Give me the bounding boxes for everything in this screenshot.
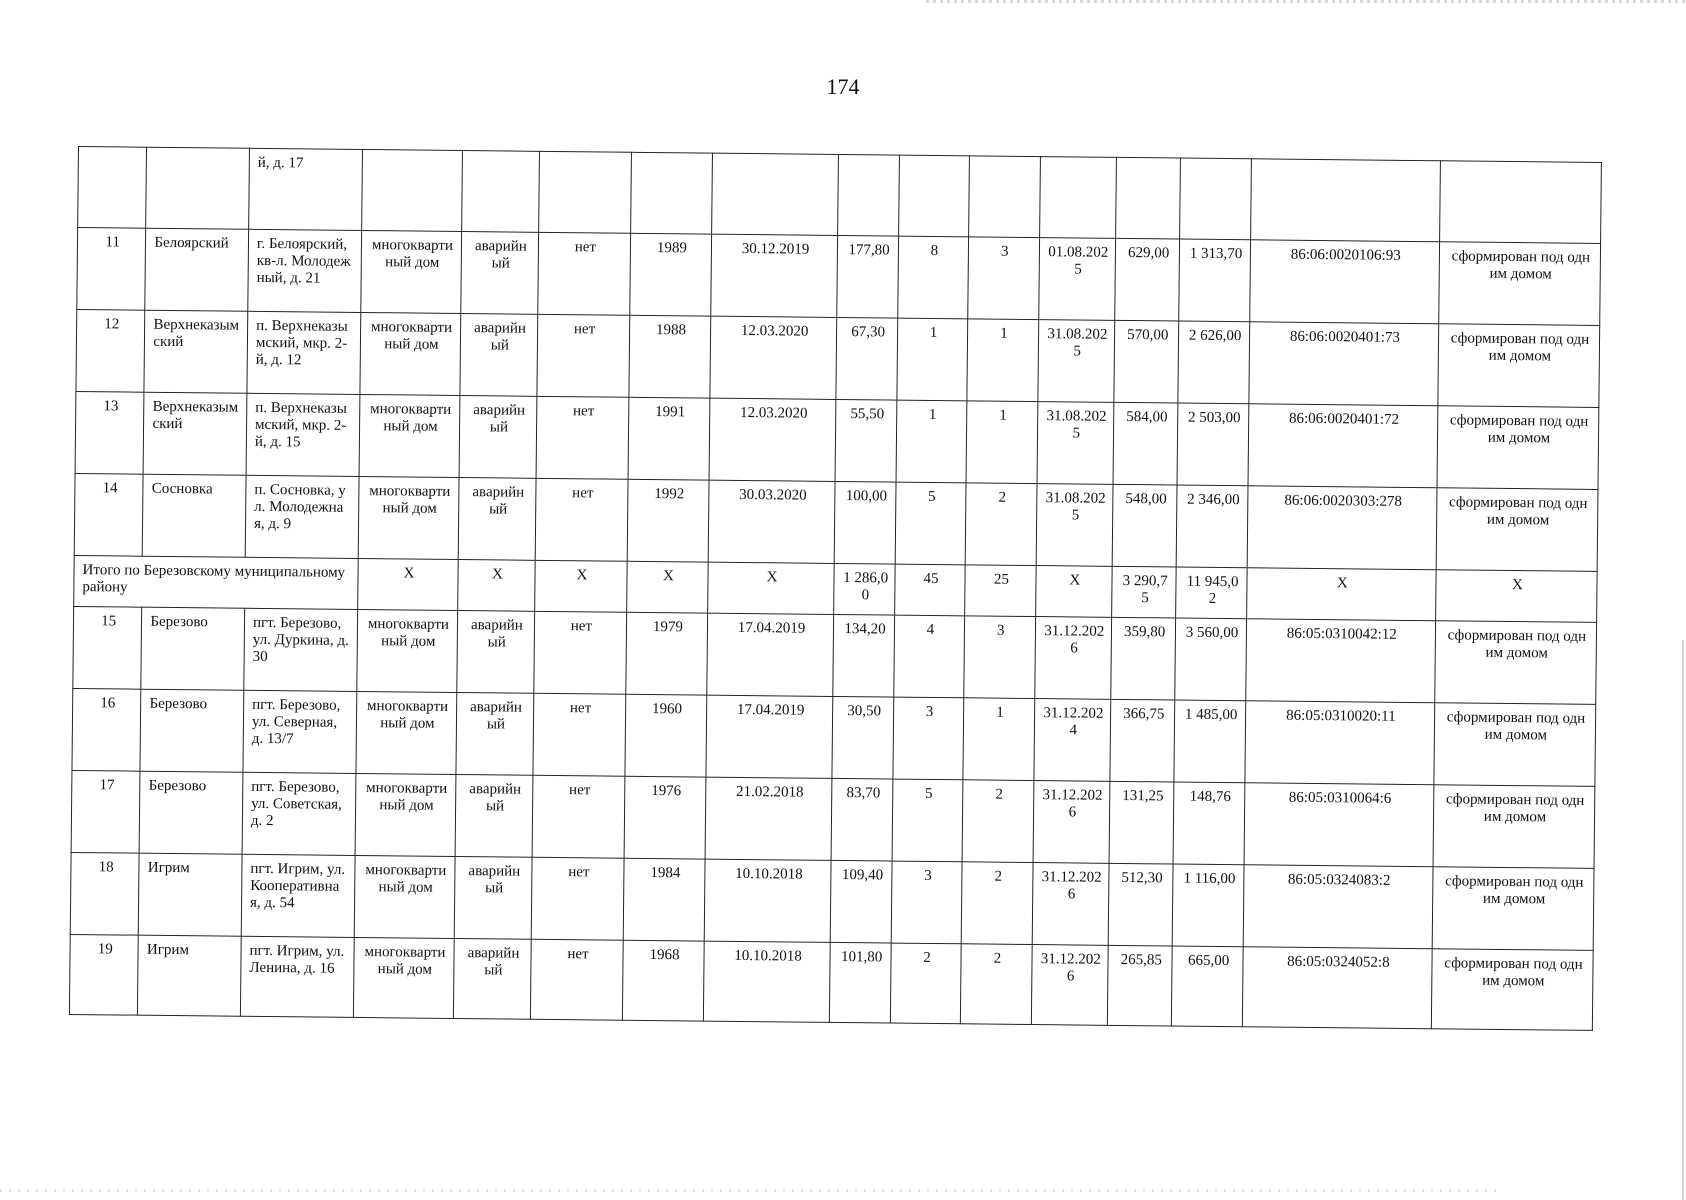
cell-dem-area: 570,00: [1114, 320, 1179, 403]
cell-cost: 665,00: [1172, 946, 1243, 1027]
cell-people: 5: [892, 779, 963, 862]
cell-status: аварийный: [456, 692, 533, 775]
cell-type: многоквартиный дом: [359, 394, 460, 477]
cell-deadline: 31.12.2026: [1034, 617, 1111, 700]
cell-settlement: Березово: [141, 607, 244, 690]
cell-address: пгт. Березово, ул. Советская, д. 2: [242, 772, 356, 855]
total-cell-status: Х: [458, 560, 535, 612]
cell-cost: 148,76: [1173, 782, 1244, 865]
table-row: [76, 309, 1600, 407]
table-row: [77, 228, 1601, 326]
cell-cost: 1 116,00: [1173, 864, 1244, 947]
cell-type: многоквартиный дом: [353, 937, 454, 1018]
cell-families: 1: [966, 401, 1037, 484]
cell-type: многоквартиный дом: [356, 609, 457, 692]
cell-status: аварийный: [455, 774, 532, 857]
cell-status: аварийный: [458, 478, 535, 561]
cell-num: 13: [75, 391, 144, 474]
cell-cadastral: 86:06:0020303:278: [1247, 486, 1437, 570]
table-row: [74, 473, 1598, 571]
cell-included: нет: [533, 693, 626, 776]
cell-empty: [838, 154, 899, 236]
total-cell-year: Х: [627, 561, 708, 613]
cell-year: 1989: [630, 233, 711, 316]
cell-area: 67,30: [836, 317, 897, 400]
cell-included: нет: [532, 775, 625, 858]
cell-num: 18: [70, 852, 139, 935]
cell-families: 2: [961, 944, 1032, 1025]
cell-families: 3: [968, 237, 1039, 320]
cell-year: 1991: [628, 397, 709, 480]
cell-dem-area: 512,30: [1108, 863, 1173, 946]
table-row: [75, 391, 1599, 489]
cell-date: 12.03.2020: [709, 398, 837, 481]
cell-num: 15: [73, 606, 142, 689]
cell-families: 3: [964, 616, 1035, 699]
cell-dem-area: 131,25: [1109, 781, 1174, 864]
cell-area: 101,80: [830, 942, 891, 1023]
scan-artifact-top: [926, 0, 1686, 3]
cell-date: 21.02.2018: [705, 777, 833, 860]
cell-area: 83,70: [831, 778, 892, 861]
cell-type: многоквартиный дом: [360, 230, 461, 313]
cell-empty: [538, 151, 631, 233]
cell-families: 2: [962, 780, 1033, 863]
cell-land: сформирован под одним домом: [1436, 488, 1598, 572]
total-cell-area: 1 286,00: [834, 563, 895, 615]
cell-included: нет: [537, 232, 630, 315]
cell-year: 1988: [629, 315, 710, 398]
cell-dem-area: 366,75: [1110, 699, 1175, 782]
cell-people: 1: [897, 318, 968, 401]
cell-type: многоквартиный дом: [355, 773, 456, 856]
cell-families: 1: [967, 319, 1038, 402]
cell-address: й, д. 17: [249, 148, 362, 230]
cell-date: 12.03.2020: [710, 316, 838, 399]
cell-year: 1979: [626, 612, 707, 695]
cell-num: 16: [72, 688, 141, 771]
cell-empty: [361, 149, 462, 231]
cell-area: 177,80: [837, 235, 898, 318]
cell-dem-area: 548,00: [1112, 484, 1177, 567]
cell-deadline: 31.12.2026: [1031, 945, 1108, 1026]
table-row: [70, 852, 1594, 950]
cell-settlement: Березово: [139, 771, 242, 854]
cell-dem-area: 629,00: [1115, 238, 1180, 321]
cell-empty: [1039, 157, 1116, 239]
table-row: [69, 934, 1593, 1030]
cell-cadastral: 86:05:0310020:11: [1245, 701, 1435, 785]
cell-deadline: 31.08.2025: [1036, 484, 1113, 567]
cell-included: нет: [536, 396, 629, 479]
cell-address: пгт. Березово, ул. Дуркина, д. 30: [244, 608, 358, 691]
table-row: [72, 688, 1596, 786]
cell-land: сформирован под одним домом: [1432, 867, 1594, 951]
cell-area: 109,40: [831, 860, 892, 943]
cell-dem-area: 584,00: [1113, 402, 1178, 485]
cell-dem-area: 265,85: [1107, 945, 1172, 1026]
cell-settlement: Игрим: [139, 853, 242, 936]
cell-cost: 2 503,00: [1177, 403, 1248, 486]
total-cell-cost: 11 945,02: [1176, 567, 1247, 619]
cell-land: сформирован под одним домом: [1435, 621, 1597, 705]
cell-date: 30.12.2019: [710, 234, 838, 317]
total-cell-dem-area: 3 290,75: [1112, 566, 1177, 618]
cell-cost: 2 346,00: [1177, 485, 1248, 568]
table-body: [69, 147, 1601, 1031]
cell-included: нет: [535, 478, 628, 561]
cell-address: г. Белоярский, кв-л. Молодежный, д. 21: [248, 229, 362, 312]
cell-families: 2: [961, 862, 1032, 945]
cell-empty: [462, 151, 539, 233]
cell-land: сформирован под одним домом: [1438, 324, 1600, 408]
cell-status: аварийный: [461, 232, 538, 315]
cell-status: аварийный: [454, 938, 531, 1019]
scan-artifact-right: [1682, 640, 1684, 1200]
total-cell-land: Х: [1436, 570, 1598, 623]
cell-area: 100,00: [835, 481, 896, 564]
cell-land: сформирован под одним домом: [1434, 703, 1596, 787]
cell-status: аварийный: [459, 396, 536, 479]
cell-cadastral: 86:06:0020106:93: [1250, 240, 1440, 324]
cell-land: сформирован под одним домом: [1431, 949, 1593, 1031]
cell-settlement: Белоярский: [145, 228, 248, 311]
cell-num: 19: [69, 934, 138, 1015]
cell-empty: [898, 155, 969, 237]
cell-empty: [969, 156, 1040, 238]
cell-families: 1: [963, 698, 1034, 781]
cell-cost: 3 560,00: [1175, 618, 1246, 701]
cell-type: многоквартиный дом: [358, 476, 459, 559]
cell-cost: 1 313,70: [1179, 239, 1250, 322]
cell-cadastral: 86:05:0324052:8: [1242, 947, 1432, 1029]
cell-families: 2: [965, 483, 1036, 566]
cell-people: 3: [893, 697, 964, 780]
total-cell-type: Х: [357, 558, 458, 610]
cell-deadline: 31.08.2025: [1037, 320, 1114, 403]
cell-people: 1: [896, 400, 967, 483]
cell-address: пгт. Игрим, ул. Кооперативная, д. 54: [241, 854, 355, 937]
total-cell-people: 45: [894, 564, 965, 616]
cell-people: 2: [890, 943, 961, 1024]
cell-status: аварийный: [457, 611, 534, 694]
total-cell-date: Х: [707, 562, 834, 614]
cell-included: нет: [530, 939, 623, 1020]
cell-cost: 1 485,00: [1174, 700, 1245, 783]
cell-people: 5: [895, 482, 966, 565]
cell-date: 17.04.2019: [706, 613, 834, 696]
cell-num: 11: [77, 228, 146, 311]
cell-num: 12: [76, 309, 145, 392]
cell-settlement: Сосновка: [143, 474, 246, 557]
cell-empty: [1250, 159, 1440, 242]
cell-date: 10.10.2018: [703, 941, 831, 1022]
cell-date: 30.03.2020: [708, 480, 836, 563]
emergency-housing-table: [69, 146, 1602, 1031]
cell-year: 1968: [623, 940, 704, 1021]
cell-deadline: 31.08.2025: [1037, 402, 1114, 485]
cell-area: 30,50: [832, 696, 893, 779]
cell-empty: [1116, 157, 1181, 239]
cell-area: 55,50: [835, 399, 896, 482]
total-cell-cadastral: Х: [1246, 568, 1436, 621]
cell-included: нет: [533, 611, 626, 694]
cell-status: аварийный: [460, 314, 537, 397]
cell-area: 134,20: [833, 614, 894, 697]
cell-num: 14: [74, 473, 143, 556]
cell-cost: 2 626,00: [1178, 321, 1249, 404]
cell-settlement: Верхнеказымский: [143, 392, 246, 475]
table-row: [73, 606, 1597, 704]
cell-deadline: 31.12.2024: [1033, 699, 1110, 782]
total-cell-deadline: Х: [1035, 566, 1112, 618]
cell-land: сформирован под одним домом: [1439, 242, 1601, 326]
total-cell-included: Х: [534, 560, 627, 612]
cell-settlement: Верхнеказымский: [144, 310, 247, 393]
cell-date: 17.04.2019: [706, 695, 834, 778]
page-number: 174: [826, 74, 860, 99]
total-label: Итого по Березовскому муниципальному району: [74, 555, 358, 609]
cell-year: 1992: [627, 479, 708, 562]
cell-cadastral: 86:05:0310064:6: [1244, 783, 1434, 867]
cell-deadline: 31.12.2026: [1033, 781, 1110, 864]
cell-settlement: [146, 147, 249, 229]
cell-land: сформирован под одним домом: [1437, 406, 1599, 490]
cell-cadastral: 86:05:0310042:12: [1246, 619, 1436, 703]
cell-empty: [711, 153, 839, 235]
cell-settlement: Игрим: [138, 935, 241, 1016]
cell-cadastral: 86:06:0020401:73: [1249, 322, 1439, 406]
scan-artifact-bottom: [0, 1189, 1500, 1192]
cell-year: 1976: [624, 776, 705, 859]
cell-people: 8: [898, 236, 969, 319]
cell-num: [78, 147, 147, 229]
cell-deadline: 31.12.2026: [1032, 863, 1109, 946]
cell-num: 17: [71, 770, 140, 853]
total-cell-families: 25: [965, 565, 1036, 617]
cell-empty: [1439, 161, 1601, 244]
cell-date: 10.10.2018: [704, 859, 832, 942]
cell-address: п. Верхнеказымский, мкр. 2-й, д. 15: [246, 393, 360, 476]
cell-type: многоквартиный дом: [360, 312, 461, 395]
cell-settlement: Березово: [140, 689, 243, 772]
cell-empty: [631, 152, 712, 234]
cell-type: многоквартиный дом: [354, 855, 455, 938]
cell-address: п. Верхнеказымский, мкр. 2-й, д. 12: [247, 311, 361, 394]
cell-people: 3: [891, 861, 962, 944]
cell-people: 4: [894, 615, 965, 698]
housing-table-wrapper: [69, 146, 1602, 1031]
cell-deadline: 01.08.2025: [1038, 238, 1115, 321]
cell-included: нет: [531, 857, 624, 940]
cell-type: многоквартиный дом: [356, 691, 457, 774]
cell-address: пгт. Березово, ул. Северная, д. 13/7: [243, 690, 357, 773]
cell-empty: [1180, 158, 1251, 240]
cell-year: 1960: [625, 694, 706, 777]
table-row: [71, 770, 1595, 868]
cell-cadastral: 86:06:0020401:72: [1248, 404, 1438, 488]
cell-status: аварийный: [454, 856, 531, 939]
cell-address: пгт. Игрим, ул. Ленина, д. 16: [240, 936, 353, 1017]
cell-cadastral: 86:05:0324083:2: [1243, 865, 1433, 949]
cell-address: п. Сосновка, ул. Молодежная, д. 9: [245, 475, 359, 558]
cell-land: сформирован под одним домом: [1433, 785, 1595, 869]
cell-year: 1984: [623, 858, 704, 941]
cell-dem-area: 359,80: [1111, 617, 1176, 700]
cell-included: нет: [537, 314, 630, 397]
